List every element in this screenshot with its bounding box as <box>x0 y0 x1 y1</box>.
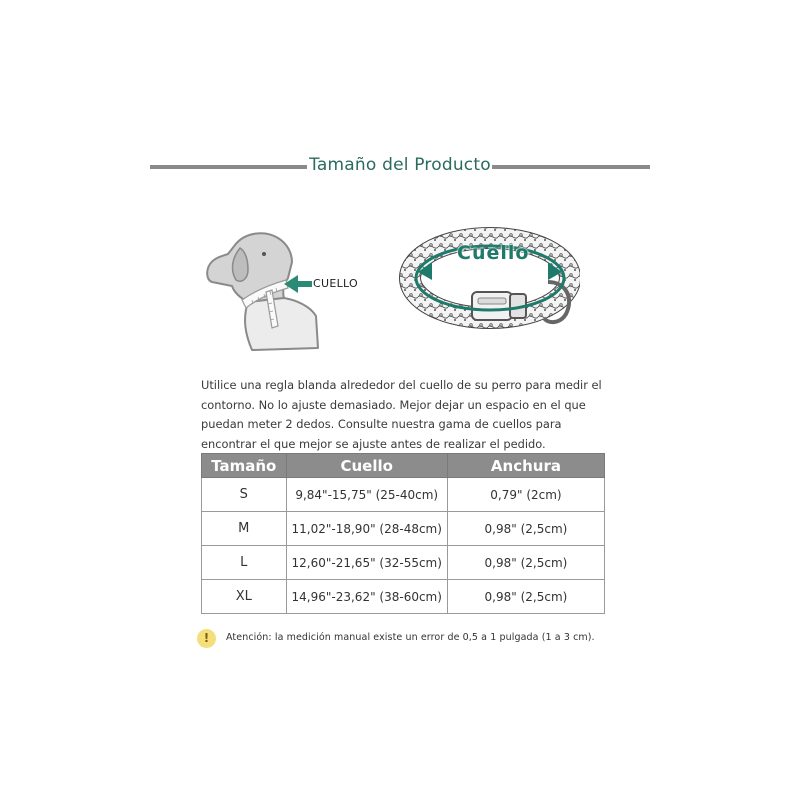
width-cell: 0,98" (2,5cm) <box>447 580 604 614</box>
size-table <box>201 453 605 614</box>
table-header-row <box>202 454 605 478</box>
neck-label: CUELLO <box>313 277 359 290</box>
width-cell: 0,79" (2cm) <box>447 478 604 512</box>
size-cell: M <box>202 512 287 546</box>
exclamation-icon: ! <box>197 629 216 648</box>
column-header-size: Tamaño <box>202 454 287 478</box>
collar-illustration <box>398 222 580 347</box>
neck-cell: 11,02"-18,90" (28-48cm) <box>286 512 447 546</box>
column-header-neck: Cuello <box>286 454 447 478</box>
measuring-instructions: Utilice una regla blanda alrededor del cuello de su perro para medir el contorno. No lo ajuste demasiado. Mejor dejar un espacio en el que puedan meter 2 dedos. Consulte nuestra gama de cuellos para encontrar el que mejor se ajuste antes de realizar el pedido. <box>201 378 602 451</box>
measurement-warning: Atención: la medición manual existe un error de 0,5 a 1 pulgada (1 a 3 cm). <box>226 632 595 643</box>
neck-cell: 9,84"-15,75" (25-40cm) <box>286 478 447 512</box>
header-divider-right <box>492 165 650 169</box>
neck-cell: 14,96"-23,62" (38-60cm) <box>286 580 447 614</box>
page-title: Tamaño del Producto <box>309 155 491 175</box>
table-row <box>202 512 605 546</box>
width-cell: 0,98" (2,5cm) <box>447 512 604 546</box>
size-cell: L <box>202 546 287 580</box>
size-cell: S <box>202 478 287 512</box>
size-cell: XL <box>202 580 287 614</box>
column-header-width: Anchura <box>447 454 604 478</box>
neck-cell: 12,60"-21,65" (32-55cm) <box>286 546 447 580</box>
table-row <box>202 580 605 614</box>
header-divider-left <box>150 165 307 169</box>
table-row <box>202 546 605 580</box>
table-row <box>202 478 605 512</box>
collar-measure-label: Cuello <box>457 242 530 264</box>
width-cell: 0,98" (2,5cm) <box>447 546 604 580</box>
